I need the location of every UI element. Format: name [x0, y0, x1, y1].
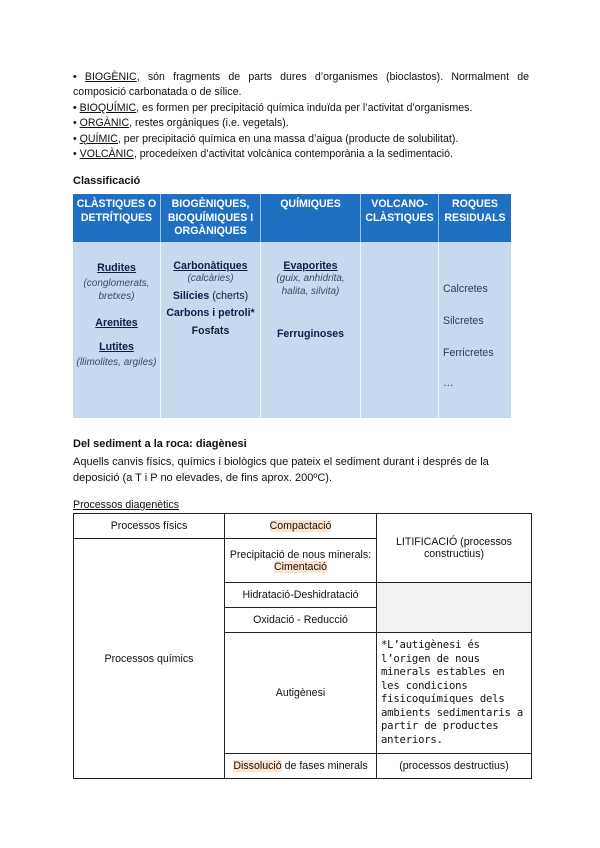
row-physical: [74, 514, 532, 539]
hydration-cell: Hidratació-Deshidratació: [225, 583, 377, 608]
classification-body-row: [73, 242, 511, 418]
processes-heading: Processos diagenètics: [73, 499, 179, 511]
bullet-list: [73, 70, 529, 162]
rudites-label: Rudites: [97, 262, 136, 274]
bullet-volcanic: • VOLCÀNIC, procedeixen d’activitat volcànica contemporània a la sedimentació.: [73, 148, 453, 161]
ferruginoses-label: Ferruginoses: [276, 328, 345, 340]
destructive-cell: (processos destructius): [377, 754, 532, 779]
lutites-note: (llimolites, argiles): [76, 357, 157, 368]
chemical-processes-cell: Processos químics: [74, 539, 225, 779]
classification-header-row: [73, 194, 511, 242]
silicis-label: Silícies: [172, 290, 210, 302]
cementation-highlight: Cimentació: [274, 560, 327, 573]
compaction-highlight: Compactació: [269, 520, 332, 532]
cell-residual: [439, 242, 511, 418]
classification-heading: Classificació: [73, 175, 141, 187]
cell-clastic: [73, 242, 161, 418]
carbonates-note: (calcàries): [187, 273, 234, 284]
lutites-label: Lutites: [99, 341, 134, 353]
bullet-chemical: • QUÍMIC, per precipitació química en una massa d’aigua (producte de solubilitat).: [73, 132, 459, 145]
evaporites-note: (guix, anhidrita, halita, silvita): [276, 273, 345, 297]
silicis-note: (cherts): [209, 290, 249, 302]
diagenesis-heading: Del sediment a la roca: diagènesi: [73, 438, 247, 450]
term-biochemical: BIOQUÍMIC: [79, 101, 137, 114]
header-volcaniclastic: VOLCANO-CLÀSTIQUES: [361, 194, 439, 242]
residual-calcretes: Calcretes: [443, 283, 488, 295]
fosfats-label: Fosfats: [191, 325, 230, 337]
rudites-note: (conglomerats, bretxes): [83, 278, 150, 302]
processes-table: [73, 513, 532, 779]
dissolution-highlight: Dissolució: [233, 760, 282, 772]
evaporites-label: Evaporites: [283, 260, 338, 272]
bullet-organic: • ORGÀNIC, restes orgàniques (i.e. vegetals).: [73, 117, 289, 130]
compaction-cell: [225, 514, 377, 539]
residual-silcretes: Silcretes: [443, 315, 484, 327]
oxidation-cell: Oxidació - Reducció: [225, 608, 377, 633]
cell-volcaniclastic: [361, 242, 439, 418]
term-biogenic: BIOGÈNIC: [84, 71, 137, 83]
cell-biogenic: [161, 242, 261, 418]
precipitation-cell: Precipitació de nous minerals: Cimentació: [225, 539, 377, 583]
header-clastic: CLÀSTIQUES O DETRÍTIQUES: [73, 194, 161, 242]
carbons-label: Carbons i petroli*: [166, 307, 255, 319]
term-organic: ORGÀNIC: [79, 117, 130, 130]
authigenesis-cell: Autigènesi: [225, 633, 377, 754]
lithification-cell: LITIFICACIÓ (processos constructius): [377, 514, 532, 583]
empty-grey-cell: [377, 583, 532, 633]
classification-table: [73, 194, 511, 418]
header-residual: ROQUES RESIDUALS: [439, 194, 511, 242]
residual-ellipsis: …: [443, 377, 454, 389]
residual-ferricretes: Ferricretes: [443, 347, 494, 359]
cell-chemical: [261, 242, 361, 418]
diagenesis-text: Aquells canvis físics, químics i biològics que pateix el sediment durant i després de la deposició (a T i P no elevades, de fins aprox. 200ºC).: [73, 456, 489, 484]
bullet-biogenic: • BIOGÈNIC, són fragments de parts dures d’organismes (bioclastos). Normalment de composició carbonatada o de sílice.: [73, 71, 529, 99]
header-chemical: QUÍMIQUES: [261, 194, 361, 242]
term-chemical: QUÍMIC: [79, 132, 118, 145]
bullet-biochemical: • BIOQUÍMIC, es formen per precipitació química induïda per l’activitat d’organismes.: [73, 101, 473, 114]
header-biogenic: BIOGÈNIQUES, BIOQUÍMIQUES I ORGÀNIQUES: [161, 194, 261, 242]
term-volcanic: VOLCÀNIC: [79, 148, 134, 161]
physical-processes-cell: Processos físics: [74, 514, 225, 539]
dissolution-cell: Dissolució de fases minerals: [225, 754, 377, 779]
authigenesis-note: *L’autigènesi és l’origen de nous minerals estables en les condicions fisicoquímiques dels ambients sedimentaris a partir de productes anteriors.: [377, 633, 532, 754]
arenites-label: Arenites: [95, 317, 138, 329]
carbonates-label: Carbonàtiques: [173, 260, 248, 272]
